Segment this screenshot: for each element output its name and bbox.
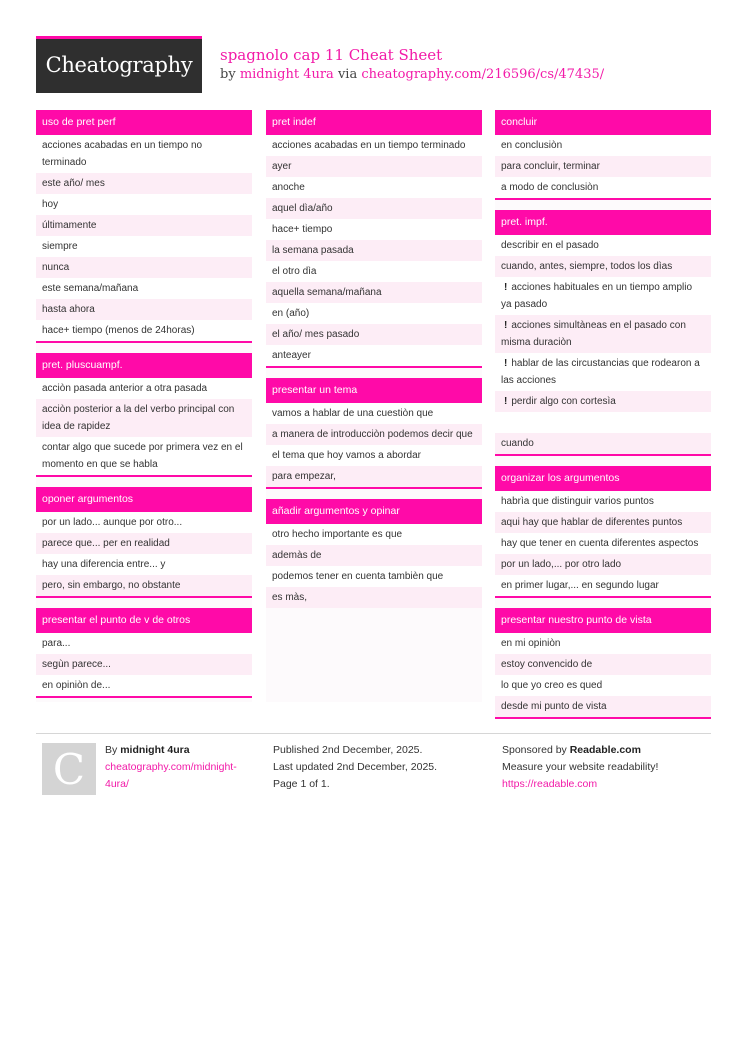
page-header [36,36,711,93]
footer-author-url-2[interactable]: 4ura/ [105,778,129,790]
list-item: en conclusiòn [495,135,711,156]
section-rows [495,235,711,454]
footer-divider [36,733,711,734]
list-item [495,412,711,433]
section-anadir-argumentos [266,499,482,608]
section-rows [495,135,711,198]
list-item-text: perdir algo con cortesìa [511,396,616,407]
list-item: aquella semana/mañana [266,282,482,303]
section-pret-impf [495,210,711,456]
list-item [495,391,711,412]
section-nuestro-punto [495,608,711,719]
list-item: en opiniòn de... [36,675,252,696]
list-item: en primer lugar,... en segundo lugar [495,575,711,596]
list-item: es màs, [266,587,482,608]
footer-author-name: midnight 4ura [120,744,190,756]
list-item: en mi opiniòn [495,633,711,654]
list-item: hay una diferencia entre... y [36,554,252,575]
list-item: habrìa que distinguir varios puntos [495,491,711,512]
list-item: cuando, antes, siempre, todos los dìas [495,256,711,277]
section-title: pret. impf. [495,210,711,235]
list-item: para... [36,633,252,654]
logo-text: Cheatography [45,53,193,77]
section-title: pret. pluscuampf. [36,353,252,378]
byline [220,67,604,82]
section-title: concluir [495,110,711,135]
section-rows [36,633,252,696]
list-item: para concluir, terminar [495,156,711,177]
list-item: a modo de conclusiòn [495,177,711,198]
section-rows [266,403,482,487]
list-item: hace+ tiempo [266,219,482,240]
list-item: este semana/mañana [36,278,252,299]
cheatography-logo[interactable] [36,36,202,93]
section-title: presentar nuestro punto de vista [495,608,711,633]
list-item: por un lado,... por otro lado [495,554,711,575]
section-title: añadir argumentos y opinar [266,499,482,524]
section-pret-perf [36,110,252,343]
list-item: acciòn pasada anterior a otra pasada [36,378,252,399]
column-2 [266,110,482,702]
section-rows [495,633,711,717]
footer-author-block [105,742,255,793]
list-item: pero, sin embargo, no obstante [36,575,252,596]
column-1 [36,110,252,702]
list-item: ademàs de [266,545,482,566]
list-item: describir en el pasado [495,235,711,256]
list-item: últimamente [36,215,252,236]
list-item: a manera de introducciòn podemos decir que [266,424,482,445]
list-item: anoche [266,177,482,198]
section-title: presentar un tema [266,378,482,403]
list-item: vamos a hablar de una cuestiòn que [266,403,482,424]
list-item: anteayer [266,345,482,366]
list-item: podemos tener en cuenta tambièn que [266,566,482,587]
byline-via: via [337,67,358,82]
sheet-url-link[interactable]: cheatography.com/216596/cs/47435/ [361,67,605,82]
sponsor-link[interactable]: https://readable.com [502,778,598,790]
list-item: hoy [36,194,252,215]
section-pluscuampf [36,353,252,477]
byline-by: by [220,67,236,82]
list-item [495,353,711,391]
section-rows [266,135,482,366]
section-punto-otros [36,608,252,698]
section-oponer-argumentos [36,487,252,598]
list-item: acciones acabadas en un tiempo no terminado [36,135,252,173]
list-item: el otro dìa [266,261,482,282]
list-item: segùn parece... [36,654,252,675]
section-rows [36,512,252,596]
sponsor-line [502,742,712,759]
column-3 [495,110,711,712]
list-item: parece que... per en realidad [36,533,252,554]
list-item: la semana pasada [266,240,482,261]
footer-sponsor [502,742,712,793]
list-item: hay que tener en cuenta diferentes aspectos [495,533,711,554]
list-item: desde mi punto de vista [495,696,711,717]
list-item: ayer [266,156,482,177]
footer-author-line [105,742,255,759]
exclamation-icon: ! [504,282,508,293]
list-item: lo que yo creo es qued [495,675,711,696]
section-title: uso de pret perf [36,110,252,135]
author-link[interactable]: midnight 4ura [239,67,334,82]
section-concluir [495,110,711,200]
section-pret-indef [266,110,482,368]
page-title: spagnolo cap 11 Cheat Sheet [220,46,443,64]
sponsor-tagline: Measure your website readability! [502,761,659,773]
sponsored-by: Sponsored by [502,744,567,756]
list-item: aquel dìa/año [266,198,482,219]
list-item: por un lado... aunque por otro... [36,512,252,533]
footer-dates [273,742,483,793]
exclamation-icon: ! [504,396,508,407]
section-rows [36,378,252,475]
list-item [495,315,711,353]
section-rows [266,524,482,608]
list-item: en (año) [266,303,482,324]
section-title: pret indef [266,110,482,135]
list-item: para empezar, [266,466,482,487]
list-item: estoy convencido de [495,654,711,675]
section-rows [495,491,711,596]
author-avatar [42,743,96,795]
footer-by: By [105,744,118,756]
exclamation-icon: ! [504,358,508,369]
sponsor-name: Readable.com [569,744,641,756]
list-item [495,277,711,315]
list-item: hace+ tiempo (menos de 24horas) [36,320,252,341]
exclamation-icon: ! [504,320,508,331]
section-presentar-tema [266,378,482,489]
list-item: siempre [36,236,252,257]
list-item: contar algo que sucede por primera vez en el momento en que se habla [36,437,252,475]
updated-date: Last updated 2nd December, 2025. [273,761,438,773]
list-item: hasta ahora [36,299,252,320]
page-count: Page 1 of 1. [273,778,330,790]
section-title: organizar los argumentos [495,466,711,491]
list-item: este año/ mes [36,173,252,194]
list-item-text: acciones simultàneas en el pasado con misma duraciòn [501,320,686,348]
list-item: nunca [36,257,252,278]
section-organizar-argumentos [495,466,711,598]
list-item: el año/ mes pasado [266,324,482,345]
list-item: otro hecho importante es que [266,524,482,545]
list-item-text: hablar de las circustancias que rodearon a las acciones [501,358,700,386]
published-date: Published 2nd December, 2025. [273,744,423,756]
list-item: acciòn posterior a la del verbo principal con idea de rapidez [36,399,252,437]
list-item: aqui hay que hablar de diferentes puntos [495,512,711,533]
section-title: presentar el punto de v de otros [36,608,252,633]
list-item-text: acciones habituales en un tiempo amplio ya pasado [501,282,693,310]
section-rows [36,135,252,341]
avatar-letter: C [52,745,86,794]
footer-author-url[interactable]: cheatography.com/midnight- [105,761,237,773]
list-item: cuando [495,433,711,454]
list-item: el tema que hoy vamos a abordar [266,445,482,466]
section-title: oponer argumentos [36,487,252,512]
list-item: acciones acabadas en un tiempo terminado [266,135,482,156]
